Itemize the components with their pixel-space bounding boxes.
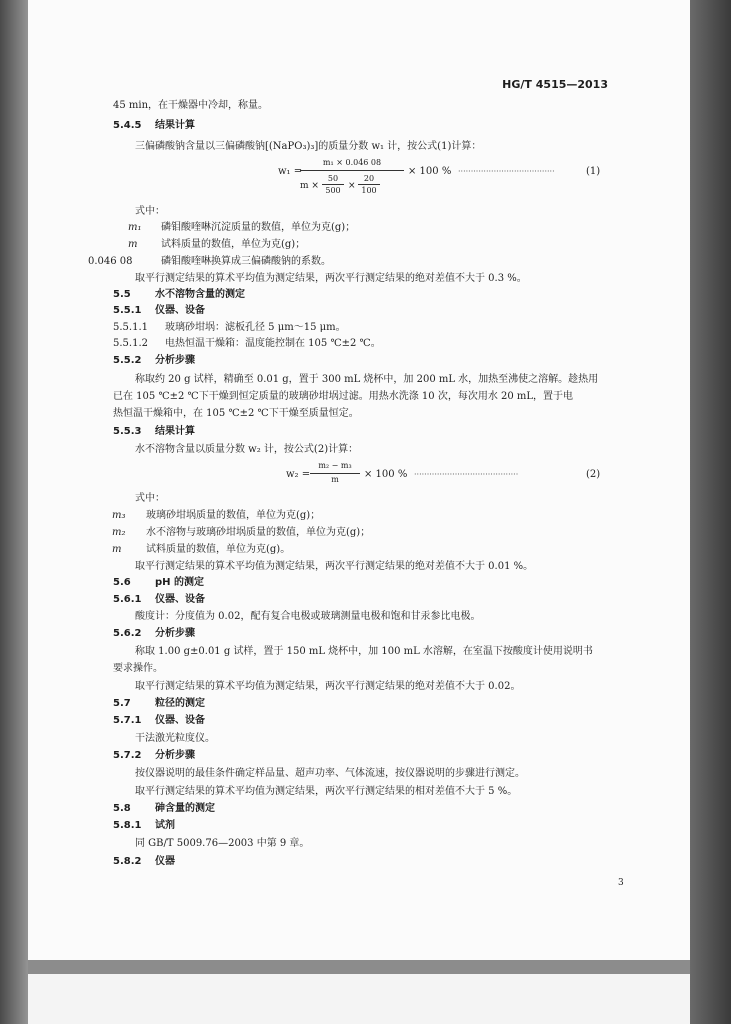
text-line: 干法激光粒度仪。 xyxy=(135,733,215,744)
section-heading: 5.7 粒径的测定 xyxy=(113,698,205,709)
text-line: 酸度计：分度值为 0.02，配有复合电极或玻璃测量电极和饱和甘汞参比电极。 xyxy=(135,611,481,622)
section-heading: 5.6.2 分析步骤 xyxy=(113,628,195,639)
list-item: 5.5.1.2 电热恒温干燥箱：温度能控制在 105 ℃±2 ℃。 xyxy=(113,338,381,349)
text-line: 取平行测定结果的算术平均值为测定结果，两次平行测定结果的绝对差值不大于 0.3 %。 xyxy=(135,273,527,284)
scan-right-edge xyxy=(690,0,731,1024)
text-line: 式中： xyxy=(135,493,165,504)
section-heading: 5.4.5 结果计算 xyxy=(113,120,195,131)
text-line: 取平行测定结果的算术平均值为测定结果，两次平行测定结果的相对差值不大于 5 %。 xyxy=(135,786,518,797)
text-line: 45 min，在干燥器中冷却，称量。 xyxy=(113,100,269,111)
section-heading: 5.5 水不溶物含量的测定 xyxy=(113,289,245,300)
text-line: 取平行测定结果的算术平均值为测定结果，两次平行测定结果的绝对差值不大于 0.02。 xyxy=(135,681,521,692)
section-heading: 5.6.1 仪器、设备 xyxy=(113,594,205,605)
section-heading: 5.5.1 仪器、设备 xyxy=(113,305,205,316)
section-heading: 5.5.3 结果计算 xyxy=(113,426,195,437)
page-number: 3 xyxy=(618,878,624,888)
text-line: 同 GB/T 5009.76—2003 中第 9 章。 xyxy=(135,838,310,849)
text-line: 要求操作。 xyxy=(113,663,163,674)
text-line: 水不溶物含量以质量分数 w₂ 计，按公式(2)计算： xyxy=(135,444,359,455)
section-heading: 5.7.1 仪器、设备 xyxy=(113,715,205,726)
section-heading: 5.5.2 分析步骤 xyxy=(113,355,195,366)
page-gap xyxy=(28,960,690,974)
section-heading: 5.8 砷含量的测定 xyxy=(113,803,215,814)
text-line: 按仪器说明的最佳条件确定样品量、超声功率、气体流速，按仪器说明的步骤进行测定。 xyxy=(135,768,525,779)
section-heading: 5.8.1 试剂 xyxy=(113,820,175,831)
section-heading: 5.8.2 仪器 xyxy=(113,856,175,867)
text-line: 取平行测定结果的算术平均值为测定结果，两次平行测定结果的绝对差值不大于 0.01 %。 xyxy=(135,561,534,572)
next-page xyxy=(28,974,690,1024)
text-line: 称取约 20 g 试样，精确至 0.01 g，置于 300 mL 烧杯中，加 200 mL 水，加热至沸使之溶解。趁热用 xyxy=(135,374,599,385)
text-line: 热恒温干燥箱中，在 105 ℃±2 ℃下干燥至质量恒定。 xyxy=(113,408,359,419)
scan-left-edge xyxy=(0,0,30,1024)
text-line: 已在 105 ℃±2 ℃下干燥到恒定质量的玻璃砂坩埚过滤。用热水洗涤 10 次，每次用水 20 mL，置于电 xyxy=(113,391,574,402)
section-heading: 5.7.2 分析步骤 xyxy=(113,750,195,761)
text-line: 称取 1.00 g±0.01 g 试样，置于 150 mL 烧杯中，加 100 mL 水溶解，在室温下按酸度计使用说明书 xyxy=(135,646,593,657)
document-page: HG/T 4515—2013 45 min，在干燥器中冷却，称量。 5.4.5 结果计算 三偏磷酸钠含量以三偏磷酸钠[(NaPO₃)₃]的质量分数 w₁ 计，按公式(1)计算： w₁ = m₁ × 0.046 08 m × 50 500 × 20 100 × 100 % ······································ (1) 式中： m₁ 磷钼酸喹啉沉淀质量的数值，单位为克(g)； m 试料质量的数值，单位为克(g)； 0.046 08 磷钼酸喹啉换算成三偏磷酸钠的系数。 取平行测定结果的算术平均值为测定结果，两次平行测定结果的绝对差值不大于 0.3 %。 5.5 水不溶物含量的测定 5.5.1 仪器、设备 5.5.1.1 玻璃砂坩埚：滤板孔径 5 μm～15 μm。 5.5.1.2 电热恒温干燥箱：温度能控制在 105 ℃±2 ℃。 5.5.2 分析步骤 称取约 20 g 试样，精确至 0.01 g，置于 300 mL 烧杯中，加 200 mL 水，加热至沸使之溶解。趁热用 已在 105 ℃±2 ℃下干燥到恒定质量的玻璃砂坩埚过滤。用热水洗涤 10 次，每次用水 20 mL，置于电 热恒温干燥箱中，在 105 ℃±2 ℃下干燥至质量恒定。 5.5.3 结果计算 水不溶物含量以质量分数 w₂ 计，按公式(2)计算： w₂ = m₂ − m₃ m × 100 % ········································· (2) 式中： m₃ 玻璃砂坩埚质量的数值，单位为克(g)； m₂ 水不溶物与玻璃砂坩埚质量的数值，单位为克(g)； m 试料质量的数值，单位为克(g)。 取平行测定结果的算术平均值为测定结果，两次平行测定结果的绝对差值不大于 0.01 %。 5.6 pH 的测定 5.6.1 仪器、设备 酸度计：分度值为 0.02，配有复合电极或玻璃测量电极和饱和甘汞参比电极。 5.6.2 分析步骤 称取 1.00 g±0.01 g 试样，置于 150 mL 烧杯中，加 100 mL 水溶解，在室温下按酸度计使用说明书 要求操作。 取平行测定结果的算术平均值为测定结果，两次平行测定结果的绝对差值不大于 0.02。 5.7 粒径的测定 5.7.1 仪器、设备 干法激光粒度仪。 5.7.2 分析步骤 按仪器说明的最佳条件确定样品量、超声功率、气体流速，按仪器说明的步骤进行测定。 取平行测定结果的算术平均值为测定结果，两次平行测定结果的相对差值不大于 5 %。 5.8 砷含量的测定 5.8.1 试剂 同 GB/T 5009.76—2003 中第 9 章。 5.8.2 仪器 3 xyxy=(28,0,690,960)
text-line: 三偏磷酸钠含量以三偏磷酸钠[(NaPO₃)₃]的质量分数 w₁ 计，按公式(1)计算： xyxy=(135,141,482,152)
standard-code-header: HG/T 4515—2013 xyxy=(502,78,608,91)
list-item: 5.5.1.1 玻璃砂坩埚：滤板孔径 5 μm～15 μm。 xyxy=(113,322,346,333)
section-heading: 5.6 pH 的测定 xyxy=(113,577,205,588)
text-line: 式中： xyxy=(135,206,165,217)
